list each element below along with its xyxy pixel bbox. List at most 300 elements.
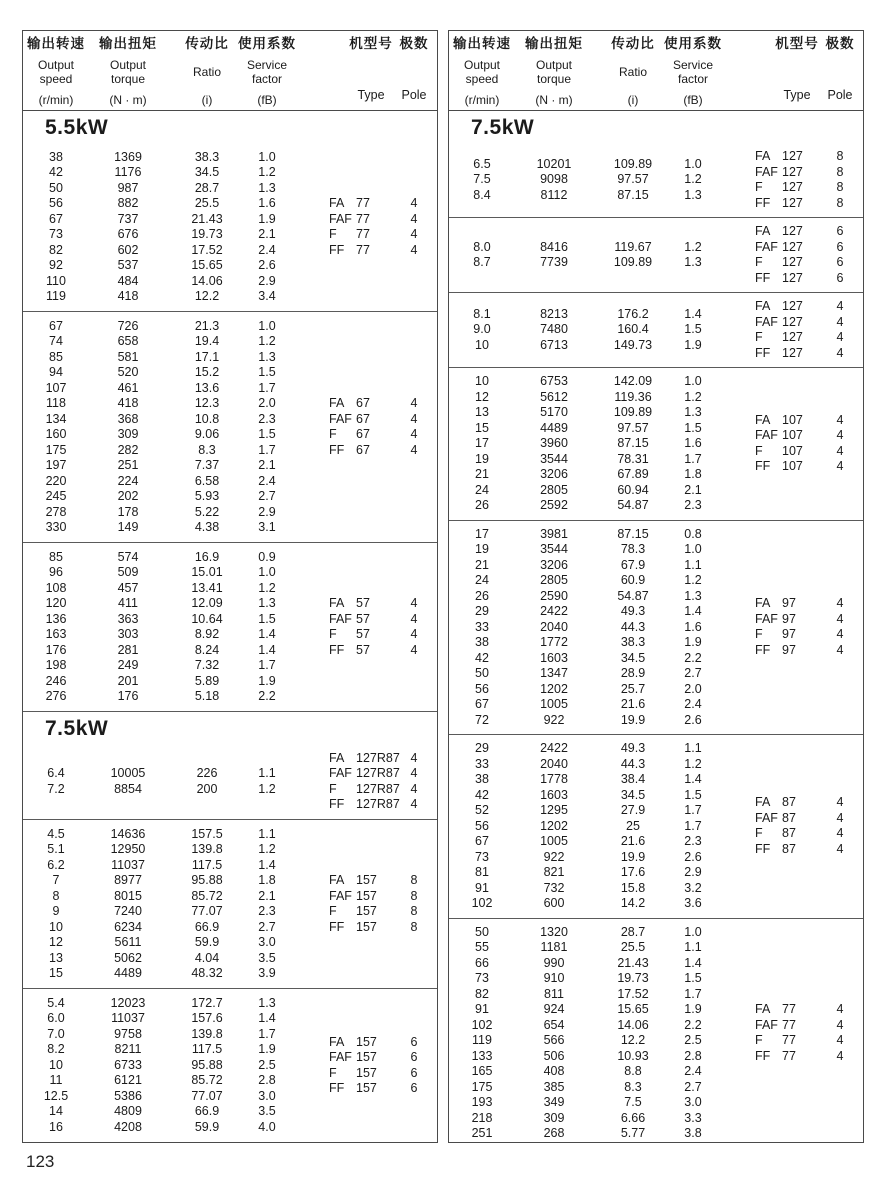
table-row: [23, 996, 315, 1012]
torque-cell: 176: [117, 689, 139, 704]
type-prefix: F: [329, 227, 337, 242]
speed-cell: 14: [49, 1104, 63, 1119]
pole-value: 4: [836, 642, 844, 657]
type-size: 97: [782, 596, 796, 611]
table-row: [23, 243, 315, 259]
torque-cell: 8211: [114, 1042, 142, 1057]
torque-cell: 1202: [540, 818, 568, 833]
torque-cell: 726: [117, 318, 139, 333]
ratio-cell: 19.4: [194, 334, 220, 349]
ratio-cell: 59.9: [194, 1119, 220, 1134]
type-row: [741, 1033, 863, 1049]
torque-cell: 520: [117, 365, 139, 380]
type-row: [741, 428, 863, 444]
fb-cell: 2.3: [258, 411, 276, 426]
speed-cell: 72: [475, 712, 489, 727]
table-row: [449, 1095, 741, 1111]
fb-cell: 1.4: [258, 627, 276, 642]
type-pole-group: [741, 224, 863, 286]
type-row: [315, 889, 437, 905]
fb-cell: 3.4: [258, 289, 276, 304]
speed-cell: 91: [475, 1002, 489, 1016]
ratio-cell: 25.5: [194, 196, 220, 211]
header-label-pole-zh: 极数: [825, 36, 855, 51]
table-row: [449, 1018, 741, 1034]
table-row: [449, 1064, 741, 1080]
table-row: [449, 713, 741, 729]
fb-cell: 2.2: [258, 689, 276, 704]
type-row: [741, 165, 863, 181]
type-size: 77: [782, 1017, 796, 1032]
fb-cell: 1.2: [684, 389, 702, 404]
fb-cell: 2.7: [684, 1079, 702, 1094]
speed-cell: 16: [49, 1119, 63, 1134]
table-row: [23, 1042, 315, 1058]
header-label-zh: 传动比: [611, 36, 655, 51]
header-label-en-line: Ratio: [192, 64, 221, 79]
type-size: 77: [356, 242, 370, 257]
speed-cell: 55: [475, 940, 489, 954]
type-size: 127: [782, 270, 803, 285]
fb-cell: 2.1: [258, 888, 276, 903]
torque-cell: 654: [543, 1017, 565, 1032]
fb-cell: 1.1: [684, 940, 702, 954]
type-pole-group: [315, 873, 437, 935]
type-size: 127: [782, 149, 803, 163]
pole-value: 4: [410, 797, 418, 812]
table-row: [449, 255, 741, 271]
header-label-en-line: speed: [465, 71, 499, 86]
type-prefix: FAF: [329, 211, 352, 226]
type-prefix: FAF: [755, 611, 778, 626]
fb-cell: 1.0: [684, 542, 702, 556]
header-label-unit: (i): [627, 93, 639, 107]
torque-cell: 178: [117, 504, 139, 519]
speed-cell: 119: [46, 289, 66, 304]
ratio-cell: 12.2: [620, 1033, 646, 1047]
speed-cell: 56: [475, 818, 489, 833]
type-pole-group: [315, 196, 437, 258]
type-row: [315, 612, 437, 628]
table-row: [449, 772, 741, 788]
table-row: [449, 666, 741, 682]
speed-cell: 82: [49, 242, 63, 257]
fb-cell: 2.1: [258, 458, 276, 473]
type-prefix: FA: [755, 149, 771, 163]
header-label-pole-zh: 极数: [399, 36, 429, 51]
header-label-pole: Pole: [401, 88, 427, 102]
ratio-cell: 38.3: [194, 149, 220, 164]
ratio-cell: 60.9: [620, 573, 646, 587]
type-pole-group: [741, 299, 863, 361]
fb-cell: 1.9: [684, 635, 702, 649]
table-row: [449, 803, 741, 819]
torque-cell: 12023: [110, 995, 146, 1010]
torque-cell: 2592: [540, 498, 568, 512]
speed-cell: 29: [475, 604, 489, 618]
type-prefix: FF: [329, 919, 345, 934]
spec-block: [449, 217, 863, 292]
table-row: [23, 258, 315, 274]
table-row: [449, 322, 741, 338]
pole-value: 4: [836, 345, 844, 360]
ratio-cell: 5.77: [620, 1126, 646, 1140]
torque-cell: 8416: [540, 239, 568, 254]
torque-cell: 5386: [114, 1088, 142, 1103]
speed-cell: 133: [471, 1048, 493, 1063]
table-row: [23, 873, 315, 889]
pole-value: 4: [410, 611, 418, 626]
header-label-en-line: Service: [247, 58, 288, 72]
torque-cell: 506: [543, 1048, 565, 1063]
torque-cell: 5612: [540, 389, 568, 404]
type-prefix: F: [755, 180, 763, 194]
pole-value: 4: [836, 412, 844, 427]
speed-cell: 29: [475, 741, 489, 755]
speed-cell: 67: [475, 834, 489, 848]
speed-cell: 107: [45, 380, 67, 395]
table-row: [23, 689, 315, 705]
ratio-cell: 10.64: [191, 611, 223, 626]
ratio-cell: 8.3: [198, 442, 216, 457]
type-row: [315, 797, 437, 813]
ratio-cell: 14.2: [620, 896, 646, 910]
table-row: [23, 458, 315, 474]
table-row: [23, 427, 315, 443]
fb-cell: 1.4: [258, 1011, 276, 1026]
table-row: [449, 956, 741, 972]
fb-cell: 1.1: [684, 557, 702, 572]
ratio-cell: 172.7: [191, 995, 223, 1010]
torque-cell: 10005: [110, 766, 146, 781]
ratio-cell: 78.31: [617, 451, 649, 466]
fb-cell: 1.3: [684, 588, 702, 603]
header-label-pole: Pole: [827, 88, 853, 102]
fb-cell: 1.4: [258, 642, 276, 657]
fb-cell: 2.4: [258, 473, 276, 488]
type-size: 127R87: [356, 766, 400, 781]
table-row: [23, 520, 315, 536]
header-cell-service-factor: [664, 34, 722, 108]
speed-cell: 56: [49, 196, 63, 211]
ratio-cell: 95.88: [191, 873, 223, 888]
torque-cell: 2422: [540, 604, 568, 618]
ratio-cell: 17.52: [191, 242, 223, 257]
ratio-cell: 67.9: [620, 557, 646, 572]
type-prefix: F: [755, 627, 763, 642]
table-row: [23, 550, 315, 566]
table-row: [449, 834, 741, 850]
spec-block: [23, 311, 437, 542]
speed-cell: 6.4: [47, 766, 65, 781]
pole-value: 8: [410, 904, 418, 919]
torque-cell: 8977: [114, 873, 142, 888]
ratio-cell: 17.6: [620, 865, 646, 879]
spec-rows: [449, 157, 741, 204]
fb-cell: 1.3: [684, 405, 702, 419]
type-prefix: F: [329, 627, 337, 642]
fb-cell: 1.4: [684, 306, 702, 321]
type-prefix: FAF: [329, 411, 352, 426]
table-row: [449, 881, 741, 897]
table-row: [23, 1104, 315, 1120]
table-row: [23, 1089, 315, 1105]
header-label-type: Type: [357, 88, 385, 102]
speed-cell: 175: [45, 442, 67, 457]
type-size: 77: [356, 227, 370, 242]
type-size: 127: [782, 239, 803, 254]
type-row: [315, 396, 437, 412]
pole-value: 4: [836, 611, 844, 626]
ratio-cell: 226: [196, 766, 218, 781]
torque-cell: 1295: [540, 803, 568, 817]
header-label-en: [247, 53, 287, 92]
table-row: [23, 658, 315, 674]
torque-cell: 1176: [114, 165, 142, 180]
header-type-pole-en: [315, 87, 437, 106]
type-row: [741, 196, 863, 212]
torque-cell: 8213: [540, 306, 568, 321]
ratio-cell: 54.87: [617, 498, 649, 512]
fb-cell: 2.8: [684, 1048, 702, 1063]
spec-rows: [449, 527, 741, 729]
torque-cell: 282: [117, 442, 139, 457]
table-row: [449, 1111, 741, 1127]
fb-cell: 1.0: [684, 374, 702, 388]
spec-rows: [23, 766, 315, 797]
speed-cell: 12.5: [43, 1088, 69, 1103]
speed-cell: 160: [45, 427, 67, 442]
type-row: [741, 826, 863, 842]
pole-value: 4: [836, 443, 844, 458]
pole-value: 8: [836, 180, 844, 194]
torque-cell: 811: [544, 986, 564, 1001]
pole-value: 4: [410, 750, 418, 765]
spec-block: [449, 520, 863, 735]
speed-cell: 9.0: [473, 322, 491, 337]
table-row: [449, 172, 741, 188]
speed-cell: 8.2: [47, 1042, 65, 1057]
torque-cell: 658: [117, 334, 139, 349]
ratio-cell: 85.72: [191, 1073, 223, 1088]
header-label-zh: 输出扭矩: [525, 36, 583, 51]
table-row: [23, 150, 315, 166]
speed-cell: 7.5: [473, 172, 491, 187]
ratio-cell: 14.06: [617, 1017, 649, 1032]
type-row: [741, 612, 863, 628]
ratio-cell: 19.73: [617, 971, 649, 985]
type-size: 127R87: [356, 750, 400, 765]
header-label-unit: (r/min): [464, 93, 500, 107]
fb-cell: 2.6: [684, 712, 702, 727]
type-row: [315, 596, 437, 612]
table-row: [23, 581, 315, 597]
torque-cell: 418: [117, 289, 139, 304]
ratio-cell: 34.5: [194, 165, 220, 180]
ratio-cell: 28.9: [620, 666, 646, 680]
fb-cell: 1.9: [258, 211, 276, 226]
type-row: [315, 243, 437, 259]
section-title: 5.5kW: [45, 116, 109, 139]
ratio-cell: 87.15: [617, 187, 649, 202]
type-size: 107: [782, 443, 803, 458]
type-size: 87: [782, 841, 796, 856]
speed-cell: 73: [475, 971, 489, 985]
header-label-zh: 使用系数: [664, 36, 722, 51]
type-size: 157: [356, 1065, 377, 1080]
ratio-cell: 16.9: [194, 549, 220, 564]
table-row: [23, 1027, 315, 1043]
table-row: [449, 1002, 741, 1018]
ratio-cell: 4.38: [194, 520, 220, 535]
torque-cell: 581: [117, 349, 139, 364]
speed-cell: 94: [49, 365, 63, 380]
speed-cell: 175: [471, 1079, 493, 1094]
type-row: [315, 1050, 437, 1066]
ratio-cell: 17.1: [194, 349, 220, 364]
ratio-cell: 60.94: [617, 482, 649, 497]
fb-cell: 1.4: [684, 604, 702, 618]
fb-cell: 3.1: [258, 520, 276, 535]
speed-cell: 85: [49, 349, 63, 364]
fb-cell: 2.9: [684, 865, 702, 879]
table-row: [449, 498, 741, 514]
table-row: [23, 1120, 315, 1136]
pole-value: 4: [410, 242, 418, 257]
fb-cell: 2.0: [684, 681, 702, 696]
table-row: [23, 935, 315, 951]
header-label-zh: 输出转速: [27, 36, 85, 51]
torque-cell: 303: [117, 627, 139, 642]
type-size: 157: [356, 888, 377, 903]
spec-block: [449, 292, 863, 367]
type-prefix: FAF: [329, 888, 352, 903]
pole-value: 4: [836, 596, 844, 611]
type-size: 97: [782, 642, 796, 657]
table-row: [23, 643, 315, 659]
speed-cell: 42: [49, 165, 63, 180]
header-label-zh: 传动比: [185, 36, 229, 51]
header-label-en: [38, 53, 74, 92]
type-size: 97: [782, 627, 796, 642]
type-row: [315, 412, 437, 428]
pole-value: 4: [410, 211, 418, 226]
type-row: [741, 271, 863, 287]
fb-cell: 1.2: [684, 239, 702, 254]
speed-cell: 218: [471, 1110, 493, 1125]
ratio-cell: 19.9: [620, 849, 646, 864]
type-row: [741, 149, 863, 165]
type-size: 157: [356, 1050, 377, 1065]
ratio-cell: 85.72: [191, 888, 223, 903]
table-row: [23, 350, 315, 366]
fb-cell: 1.3: [258, 995, 276, 1010]
spec-block: [449, 143, 863, 217]
type-size: 157: [356, 1034, 377, 1049]
fb-cell: 1.5: [258, 427, 276, 442]
header-label-en-line: Output: [37, 58, 75, 72]
type-size: 127R87: [356, 797, 400, 812]
type-row: [741, 627, 863, 643]
spec-block: [449, 918, 863, 1148]
type-row: [741, 224, 863, 240]
ratio-cell: 8.8: [624, 1064, 642, 1078]
header-label-en: [193, 53, 221, 92]
type-size: 87: [782, 826, 796, 841]
type-row: [315, 427, 437, 443]
torque-cell: 14636: [110, 826, 146, 841]
fb-cell: 0.8: [684, 526, 702, 541]
table-row: [23, 951, 315, 967]
torque-cell: 363: [117, 611, 139, 626]
type-row: [315, 751, 437, 767]
header-label-type-zh: 机型号: [775, 36, 819, 51]
table-row: [449, 987, 741, 1003]
fb-cell: 0.9: [258, 549, 276, 564]
header-label-en-line: Output: [535, 58, 573, 72]
type-size: 157: [356, 904, 377, 919]
pole-value: 4: [836, 826, 844, 841]
fb-cell: 3.5: [258, 950, 276, 965]
ratio-cell: 21.3: [194, 318, 220, 333]
torque-cell: 149: [117, 520, 139, 535]
ratio-cell: 109.89: [613, 255, 653, 269]
fb-cell: 1.2: [684, 172, 702, 187]
type-prefix: FA: [755, 795, 771, 810]
type-size: 57: [356, 611, 370, 626]
type-prefix: FF: [329, 797, 345, 812]
ratio-cell: 109.89: [613, 156, 653, 171]
table-row: [449, 620, 741, 636]
speed-cell: 134: [45, 411, 67, 426]
torque-cell: 821: [543, 865, 565, 879]
table-row: [23, 1073, 315, 1089]
speed-cell: 92: [49, 258, 63, 273]
speed-cell: 330: [45, 520, 67, 535]
speed-cell: 17: [475, 436, 489, 450]
torque-cell: 249: [117, 658, 139, 673]
speed-cell: 8.1: [473, 306, 491, 321]
torque-cell: 990: [543, 955, 565, 970]
torque-cell: 202: [117, 489, 139, 504]
torque-cell: 6121: [114, 1073, 142, 1088]
header-data-columns: [449, 34, 741, 110]
fb-cell: 2.3: [684, 498, 702, 512]
type-size: 127: [782, 164, 803, 179]
ratio-cell: 77.07: [191, 1088, 223, 1103]
type-prefix: FF: [755, 642, 771, 657]
ratio-cell: 44.3: [620, 756, 646, 771]
type-prefix: FA: [755, 596, 771, 611]
speed-cell: 74: [49, 334, 63, 349]
table-row: [449, 741, 741, 757]
fb-cell: 1.8: [258, 873, 276, 888]
fb-cell: 1.2: [684, 756, 702, 771]
speed-cell: 19: [475, 542, 489, 556]
table-row: [449, 682, 741, 698]
fb-cell: 2.1: [258, 227, 276, 242]
fb-cell: 1.7: [684, 451, 702, 466]
fb-cell: 1.7: [684, 818, 702, 833]
type-prefix: FF: [755, 1048, 771, 1063]
ratio-cell: 27.9: [620, 803, 646, 817]
type-row: [315, 227, 437, 243]
type-prefix: FAF: [755, 314, 778, 329]
torque-cell: 4489: [540, 420, 568, 435]
torque-cell: 385: [543, 1079, 565, 1094]
type-size: 107: [782, 428, 803, 443]
page-number: 123: [26, 1152, 55, 1171]
